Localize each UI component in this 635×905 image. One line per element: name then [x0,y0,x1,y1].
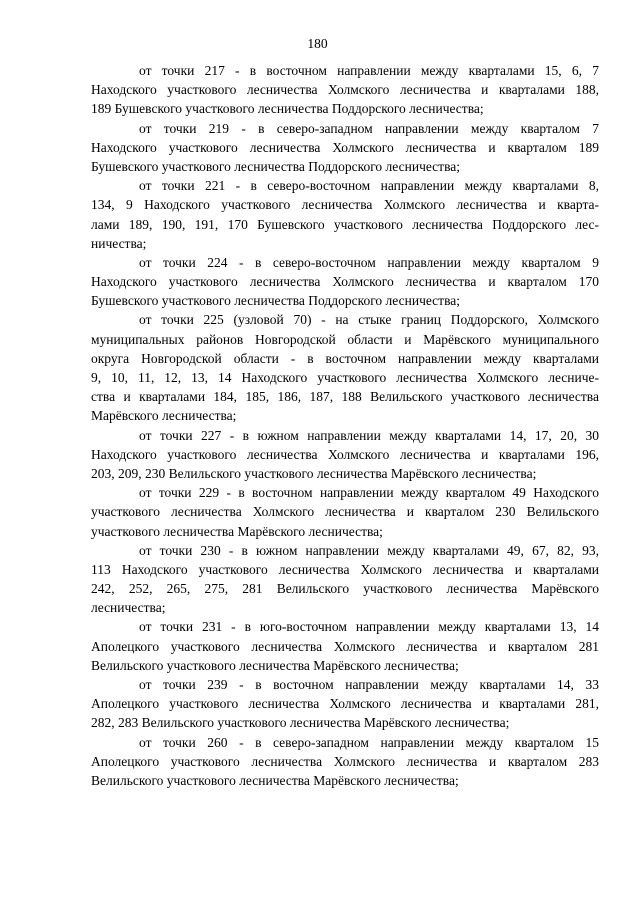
paragraph-point-217 [91,61,599,119]
page-number: 180 [307,36,328,51]
text-line: Находского участкового лесничества Холмского лесничества и кварталами 196, [91,446,599,462]
text-line: ства и кварталами 184, 185, 186, 187, 188 Велильского участкового лесничества [91,389,599,405]
text-line: лесничества; [91,600,166,616]
text-line: лами 189, 190, 191, 170 Бушевского участкового лесничества Поддорского лес- [91,216,599,232]
text-line: 242, 252, 265, 275, 281 Велильского участкового лесничества Марёвского [91,581,599,597]
text-line: Велильского участкового лесничества Марёвского лесничества; [91,772,459,788]
text-line: 282, 283 Велильского участкового лесничества Марёвского лесничества; [91,715,510,731]
text-line: от точки 260 - в северо-западном направлении между кварталом 15 [139,734,599,750]
text-line: Находского участкового лесничества Холмского лесничества и кварталами 188, [91,82,599,98]
text-line: Велильского участкового лесничества Марёвского лесничества; [91,657,459,673]
paragraph-point-231 [91,617,599,675]
paragraph-point-227 [91,426,599,484]
text-line: 189 Бушевского участкового лесничества Поддорского лесничества; [91,101,484,117]
text-line: от точки 217 - в восточном направлении между кварталами 15, 6, 7 [139,63,599,78]
text-line: от точки 231 - в юго-восточном направлении между кварталами 13, 14 [139,619,599,635]
paragraph-point-260 [91,733,599,791]
paragraph-point-225 [91,310,599,425]
text-line: Бушевского участкового лесничества Поддорского лесничества; [91,293,461,309]
text-line: от точки 229 - в восточном направлении между кварталом 49 Находского [139,485,599,501]
text-line: от точки 221 - в северо-восточном направлении между кварталами 8, [139,178,599,194]
text-line: участкового лесничества Марёвского лесничества; [91,523,383,539]
text-line: Бушевского участкового лесничества Поддорского лесничества; [91,158,461,174]
paragraph-point-230 [91,541,599,618]
text-line: Аполецкого участкового лесничества Холмского лесничества и кварталом 281 [91,638,599,654]
document-body [91,61,599,790]
paragraph-point-224 [91,253,599,311]
text-line: Находского участкового лесничества Холмского лесничества и кварталом 170 [91,274,599,290]
paragraph-point-229 [91,483,599,541]
text-line: от точки 219 - в северо-западном направлении между кварталом 7 [139,120,599,136]
text-line: от точки 224 - в северо-восточном направлении между кварталом 9 [139,254,599,270]
text-line: Аполецкого участкового лесничества Холмского лесничества и кварталом 283 [91,753,599,769]
text-line: Марёвского лесничества; [91,408,237,424]
text-line: округа Новгородской области - в восточном направлении между кварталами [91,350,599,366]
text-line: ничества; [91,235,147,251]
text-line: муниципальных районов Новгородской области и Марёвского муниципального [91,331,599,347]
text-line: от точки 225 (узловой 70) - на стыке границ Поддорского, Холмского [139,312,599,328]
text-line: Аполецкого участкового лесничества Холмского лесничества и кварталами 281, [91,696,599,712]
paragraph-point-219 [91,119,599,177]
paragraph-point-221 [91,176,599,253]
text-line: от точки 227 - в южном направлении между кварталами 14, 17, 20, 30 [139,427,599,443]
paragraph-point-239 [91,675,599,733]
text-line: от точки 239 - в восточном направлении между кварталами 14, 33 [139,677,599,692]
text-line: от точки 230 - в южном направлении между кварталами 49, 67, 82, 93, [139,542,599,558]
text-line: 113 Находского участкового лесничества Холмского лесничества и кварталами [91,561,599,577]
text-line: Находского участкового лесничества Холмского лесничества и кварталом 189 [91,139,599,155]
text-line: участкового лесничества Холмского лесничества и кварталом 230 Велильского [91,504,599,520]
text-line: 9, 10, 11, 12, 13, 14 Находского участкового лесничества Холмского лесниче- [91,370,599,385]
text-line: 134, 9 Находского участкового лесничества Холмского лесничества и кварта- [91,197,599,213]
text-line: 203, 209, 230 Велильского участкового лесничества Марёвского лесничества; [91,465,537,481]
